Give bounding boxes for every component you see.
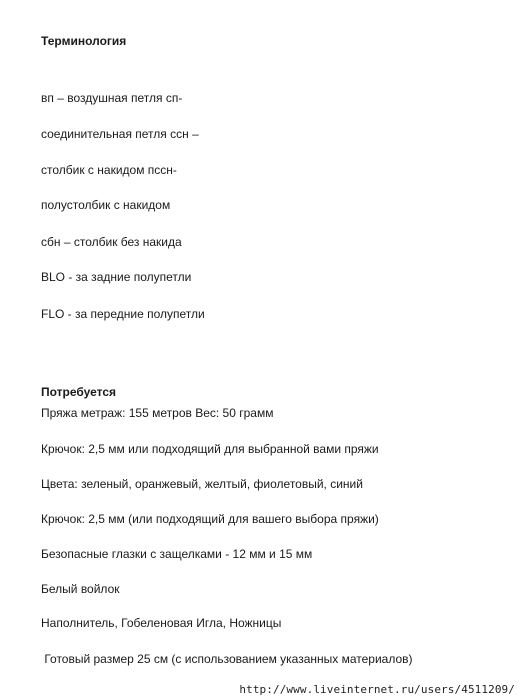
term-item: соединительная петля ссн – xyxy=(41,127,199,141)
term-item: FLO - за передние полупетли xyxy=(41,307,205,321)
terminology-heading: Терминология xyxy=(41,34,127,48)
term-item: BLO - за задние полупетли xyxy=(41,270,192,284)
material-item: Готовый размер 25 см (с использованием указанных материалов) xyxy=(41,652,413,666)
material-item: Пряжа метраж: 155 метров Вес: 50 грамм xyxy=(41,406,274,420)
material-item: Безопасные глазки с защелками - 12 мм и 15 мм xyxy=(41,547,313,561)
material-item: Крючок: 2,5 мм или подходящий для выбранной вами пряжи xyxy=(41,442,379,456)
material-item: Цвета: зеленый, оранжевый, желтый, фиолетовый, синий xyxy=(41,477,363,491)
term-item: столбик с накидом пссн- xyxy=(41,163,177,177)
term-item: полустолбик с накидом xyxy=(41,198,171,212)
watermark-url: http://www.liveinternet.ru/users/4511209/ xyxy=(239,683,515,696)
material-item: Белый войлок xyxy=(41,582,120,596)
term-item: сбн – столбик без накида xyxy=(41,235,182,249)
material-item: Крючок: 2,5 мм (или подходящий для вашего выбора пряжи) xyxy=(41,512,379,526)
materials-heading: Потребуется xyxy=(41,385,117,399)
term-item: вп – воздушная петля сп- xyxy=(41,91,183,105)
material-item: Наполнитель, Гобеленовая Игла, Ножницы xyxy=(41,616,282,630)
